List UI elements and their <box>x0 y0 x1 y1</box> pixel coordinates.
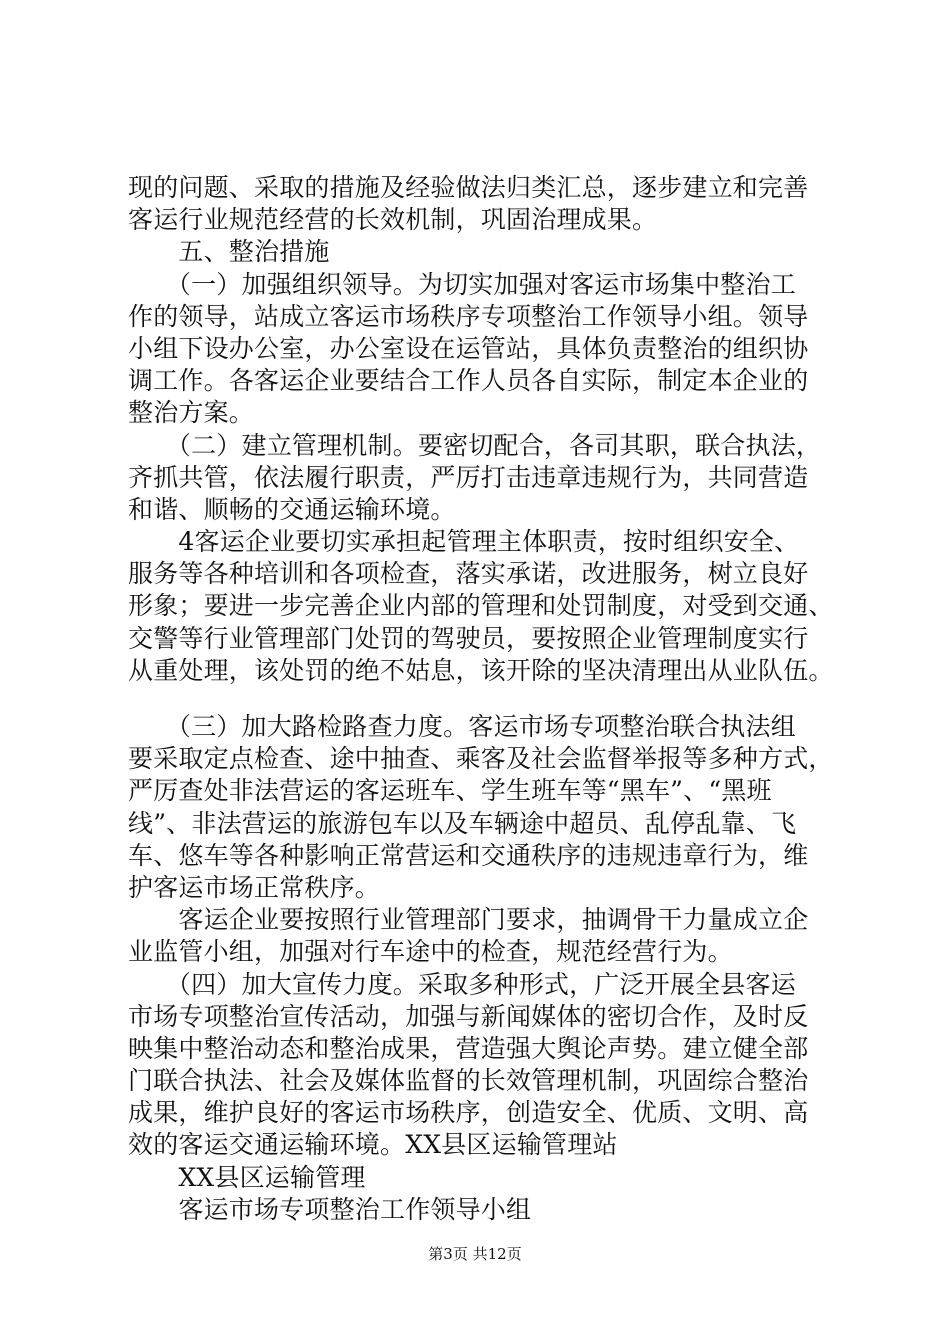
text-line: 效的客运交通运输环境。XX县区运输管理站 <box>128 1130 618 1160</box>
text-line: 市场专项整治宣传活动，加强与新闻媒体的密切合作，及时反 <box>128 1001 809 1031</box>
text-line: 客运企业要按照行业管理部门要求，抽调骨干力量成立企 <box>128 905 809 935</box>
text-line: 从重处理，该处罚的绝不姑息，该开除的坚决清理出从业队伍。 <box>128 655 834 685</box>
text-line: 小组下设办公室，办公室设在运管站，具体负责整治的组织协 <box>128 333 809 363</box>
text-line: 4客运企业要切实承担起管理主体职责，按时组织安全、 <box>128 527 800 557</box>
text-line: 要采取定点检查、途中抽查、乘客及社会监督举报等多种方式， <box>128 744 834 774</box>
text-line: XX县区运输管理 <box>128 1162 366 1192</box>
text-line: 形象；要进一步完善企业内部的管理和处罚制度，对受到交通、 <box>128 591 834 621</box>
text-line: 客运市场专项整治工作领导小组 <box>128 1194 532 1224</box>
text-line: 齐抓共管，依法履行职责，严厉打击违章违规行为，共同营造 <box>128 462 809 492</box>
text-line: 车、悠车等各种影响正常营运和交通秩序的违规违章行为，维 <box>128 840 809 870</box>
text-line: 业监管小组，加强对行车途中的检查，规范经营行为。 <box>128 937 733 967</box>
text-line: （四）加大宣传力度。采取多种形式，广泛开展全县客运 <box>128 969 796 999</box>
text-line: （二）建立管理机制。要密切配合，各司其职，联合执法， <box>128 430 822 460</box>
text-line: 作的领导，站成立客运市场秩序专项整治工作领导小组。领导 <box>128 301 809 331</box>
text-line: 门联合执法、社会及媒体监督的长效管理机制，巩固综合整治 <box>128 1066 809 1096</box>
text-line: 客运行业规范经营的长效机制，巩固治理成果。 <box>128 205 658 235</box>
text-line: 五、整治措施 <box>128 237 330 267</box>
text-line: 交警等行业管理部门处罚的驾驶员，要按照企业管理制度实行 <box>128 623 809 653</box>
text-line: 线”、非法营运的旅游包车以及车辆途中超员、乱停乱靠、飞 <box>128 808 797 838</box>
text-line: 服务等各种培训和各项检查，落实承诺，改进服务，树立良好 <box>128 559 809 589</box>
text-line: 现的问题、采取的措施及经验做法归类汇总，逐步建立和完善 <box>128 173 809 202</box>
text-line: 成果，维护良好的客运市场秩序，创造安全、优质、文明、高 <box>128 1098 809 1128</box>
text-line: 整治方案。 <box>128 398 255 428</box>
text-line: 映集中整治动态和整治成果，营造强大舆论声势。建立健全部 <box>128 1033 809 1063</box>
paragraph-gap <box>128 687 828 711</box>
page-footer: 第3页 共12页 <box>428 1245 522 1263</box>
text-line: （三）加大路检路查力度。客运市场专项整治联合执法组 <box>128 712 796 741</box>
document-body <box>128 172 834 1226</box>
text-line: （一）加强组织领导。为切实加强对客运市场集中整治工 <box>128 269 796 299</box>
text-line: 护客运市场正常秩序。 <box>128 872 381 902</box>
text-line: 和谐、顺畅的交通运输环境。 <box>128 494 456 524</box>
text-line: 调工作。各客运企业要结合工作人员各自实际，制定本企业的 <box>128 366 809 396</box>
text-line: 严厉查处非法营运的客运班车、学生班车等“黑车”、“黑班 <box>128 776 772 806</box>
